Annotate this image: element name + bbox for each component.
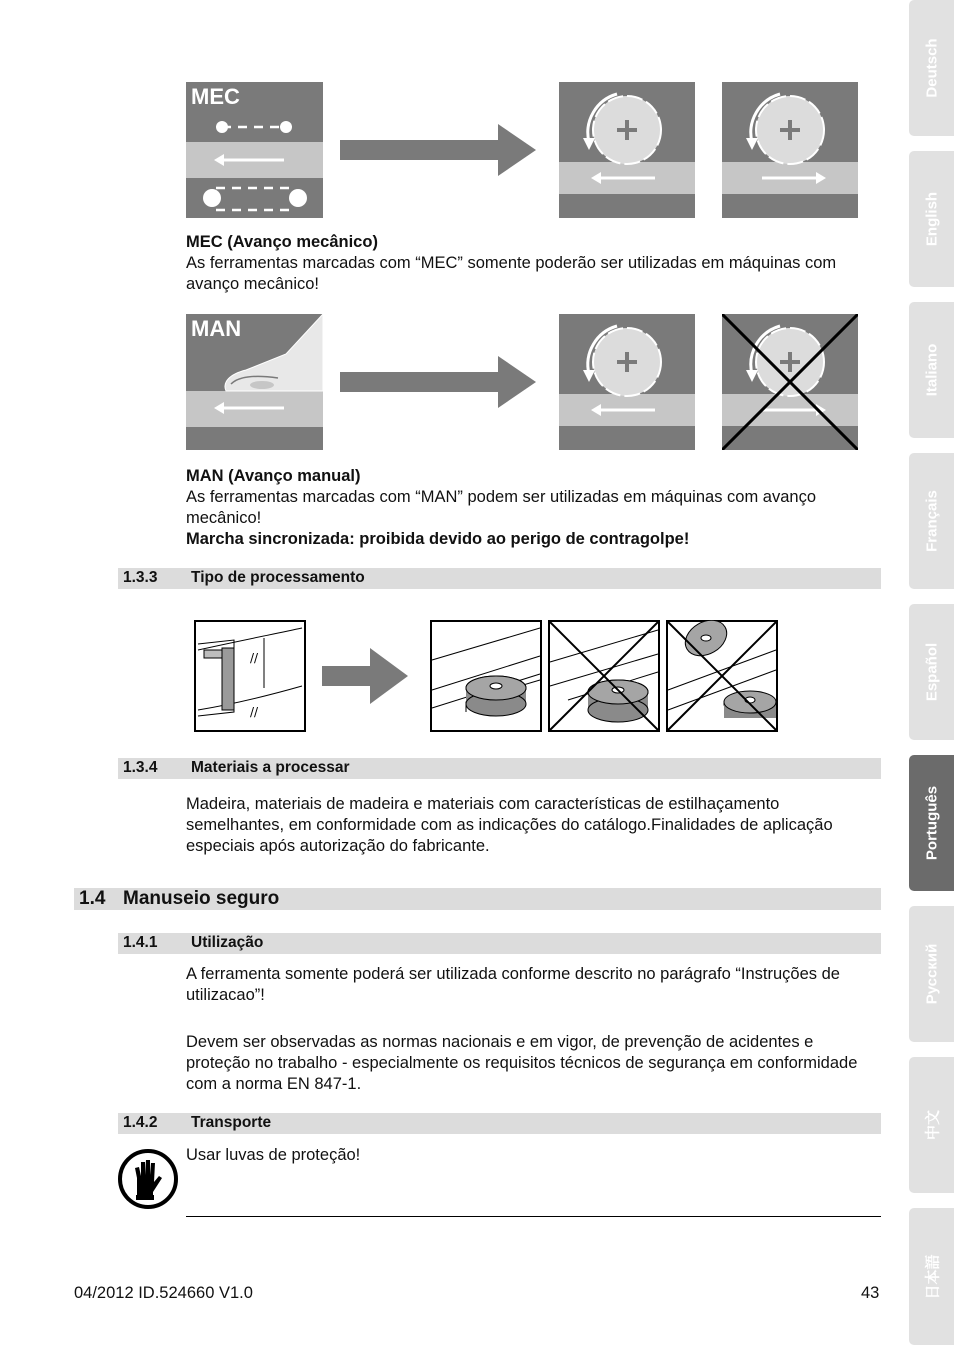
section-number: 1.4.2	[123, 1114, 158, 1131]
saw-blade-counter-feed-icon	[559, 82, 695, 218]
tab-chinese[interactable]	[909, 1057, 954, 1193]
section-title: Utilização	[191, 934, 264, 951]
man-description: As ferramentas marcadas com “MAN” podem ser utilizadas em máquinas com avanço mecânico!	[186, 488, 816, 527]
tab-japanese[interactable]	[909, 1208, 954, 1345]
tab-label: Русский	[923, 943, 940, 1005]
saw-blade-synchronous-feed-icon	[722, 82, 858, 218]
svg-text://: //	[250, 651, 259, 665]
tab-francais[interactable]	[909, 453, 954, 589]
usage-text: A ferramenta somente poderá ser utilizada conforme descrito no parágrafo “Instruções de utilizacao”!	[186, 965, 840, 1004]
section-title: Tipo de processamento	[191, 569, 365, 586]
tab-label: Deutsch	[923, 38, 940, 98]
tab-english[interactable]	[909, 151, 954, 287]
tab-deutsch[interactable]	[909, 0, 954, 136]
profiling-prohibited-illustration	[666, 620, 778, 732]
divider	[186, 1216, 881, 1217]
saw-blade-counter-feed-icon	[559, 314, 695, 450]
materials-text: Madeira, materiais de madeira e materiais com características de estilhaçamento semelhantes, em conformidade com as indicações do catálogo.Finalidades de aplicação especiais após autorização do fabricante.	[186, 795, 833, 855]
section-title: Transporte	[191, 1114, 272, 1131]
tab-russian[interactable]	[909, 906, 954, 1042]
standards-text: Devem ser observadas as normas nacionais e em vigor, de prevenção de acidentes e proteção no trabalho - especialmente os requisitos técnicos de segurança em conformidade com a norma EN 847-1.	[186, 1033, 858, 1093]
tab-label: Español	[923, 642, 940, 702]
man-label: MAN	[191, 316, 242, 341]
tab-portugues[interactable]	[909, 755, 954, 891]
tab-italiano[interactable]	[909, 302, 954, 438]
arrow-right-icon	[340, 124, 536, 176]
page-number: 43	[861, 1284, 880, 1302]
section-bar-1-3-4	[118, 758, 881, 779]
man-warning: Marcha sincronizada: proibida devido ao perigo de contragolpe!	[186, 530, 690, 548]
mec-heading: MEC (Avanço mecânico)	[186, 233, 378, 251]
svg-text://: //	[250, 705, 259, 719]
footer-doc-id: 04/2012 ID.524660 V1.0	[74, 1284, 253, 1302]
tab-espanol[interactable]	[909, 604, 954, 740]
profiling-prohibited-illustration	[548, 620, 660, 732]
tab-label: 中文	[924, 1109, 941, 1141]
workpiece-edge-illustration	[194, 620, 306, 732]
tab-label: Italiano	[923, 343, 940, 397]
section-title: Manuseio seguro	[123, 888, 280, 909]
gloves-icon	[117, 1148, 179, 1210]
section-bar-1-4	[74, 888, 881, 910]
mec-label: MEC	[191, 84, 240, 109]
tab-label: 日本語	[924, 1253, 941, 1300]
section-title: Materiais a processar	[191, 759, 350, 776]
section-bar-1-4-1	[118, 933, 881, 954]
arrow-right-icon	[340, 356, 536, 408]
tab-label: Português	[923, 785, 940, 861]
section-number: 1.3.4	[123, 759, 158, 776]
section-number: 1.4	[79, 888, 106, 909]
mec-description: As ferramentas marcadas com “MEC” somente poderão ser utilizadas em máquinas com avanço mecânico!	[186, 254, 837, 293]
tab-label: Français	[923, 490, 940, 552]
section-bar-1-4-2	[118, 1113, 881, 1134]
section-number: 1.4.1	[123, 934, 158, 951]
gloves-text: Usar luvas de proteção!	[186, 1146, 361, 1164]
section-bar-1-3-3	[118, 568, 881, 589]
tab-label: English	[923, 191, 940, 247]
section-number: 1.3.3	[123, 569, 158, 586]
arrow-right-icon	[322, 648, 408, 704]
man-heading: MAN (Avanço manual)	[186, 467, 361, 485]
saw-blade-synchronous-prohibited-icon	[722, 314, 858, 450]
profiling-allowed-illustration	[430, 620, 542, 732]
